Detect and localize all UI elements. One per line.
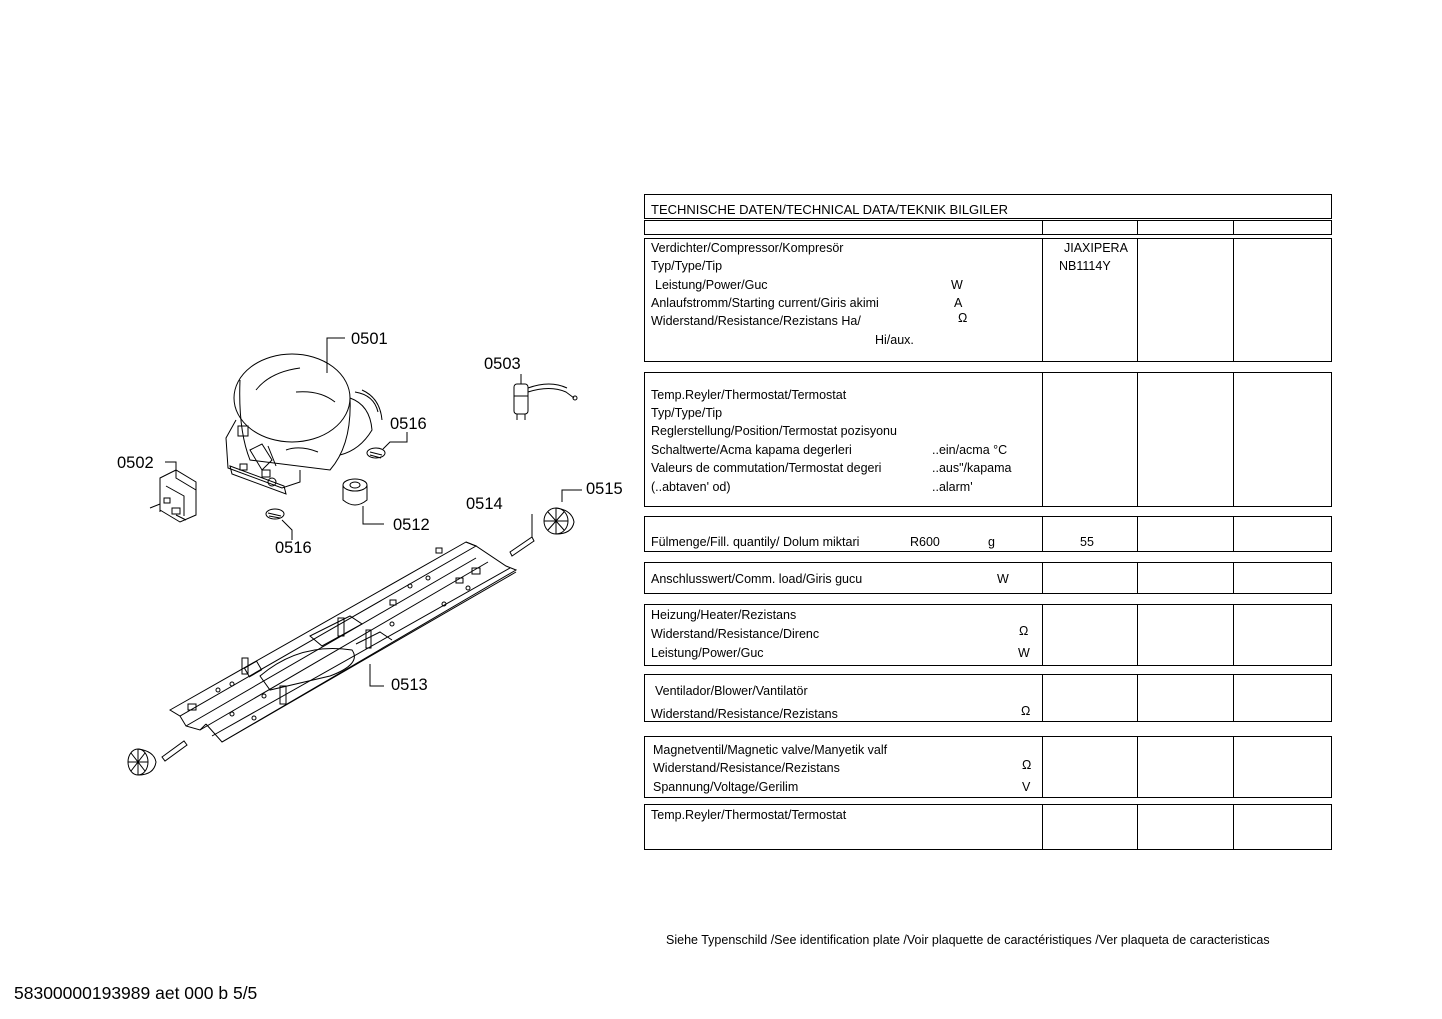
- foot-0512-drawing: [343, 479, 367, 505]
- compressor-power-label: Leistung/Power/Guc: [655, 278, 768, 292]
- blower-resistance-unit: Ω: [1021, 704, 1031, 718]
- thermostat-label: Temp.Reyler/Thermostat/Termostat: [651, 388, 847, 402]
- thermostat-2-label: Temp.Reyler/Thermostat/Termostat: [651, 808, 847, 822]
- part-label-0512: 0512: [393, 516, 430, 534]
- grommet-0516-a-drawing: [367, 448, 385, 458]
- valve-label: Magnetventil/Magnetic valve/Manyetik valf: [653, 743, 888, 757]
- grommet-0516-b-drawing: [266, 509, 284, 519]
- section-blower: [644, 674, 1332, 722]
- heater-resistance-unit: Ω: [1019, 624, 1029, 638]
- valve-voltage-unit: V: [1022, 780, 1031, 794]
- compressor-brand-value: JIAXIPERA: [1064, 241, 1128, 255]
- part-label-0513: 0513: [391, 676, 428, 694]
- heater-label: Heizung/Heater/Rezistans: [651, 608, 797, 622]
- compressor-current-label: Anlaufstromm/Starting current/Giris akimi: [651, 296, 879, 310]
- thermostat-switch-label: Schaltwerte/Acma kapama degerleri: [651, 443, 852, 457]
- connected-load-unit: W: [997, 572, 1009, 586]
- thermostat-defrost-label: (..abtaven' od): [651, 480, 731, 494]
- connected-load-label: Anschlusswert/Comm. load/Giris gucu: [651, 572, 863, 586]
- document-id: 58300000193989 aet 000 b 5/5: [14, 983, 258, 1003]
- heater-power-unit: W: [1018, 646, 1030, 660]
- table-title: TECHNISCHE DATEN/TECHNICAL DATA/TEKNIK BILGILER: [651, 202, 1009, 217]
- fill-quantity-value: 55: [1080, 535, 1094, 549]
- section-thermostat: [644, 372, 1332, 507]
- compressor-type-label: Typ/Type/Tip: [651, 259, 723, 273]
- compressor-resistance-unit: Ω: [958, 311, 968, 325]
- section-magnetic-valve: [644, 736, 1332, 798]
- refrigerant-type: R600: [910, 535, 940, 549]
- fill-quantity-unit: g: [988, 535, 995, 549]
- section-heater: [644, 604, 1332, 666]
- part-label-0515: 0515: [586, 480, 623, 498]
- heater-resistance-label: Widerstand/Resistance/Direnc: [651, 627, 820, 641]
- thermostat-values-label: Valeurs de commutation/Termostat degeri: [651, 461, 882, 475]
- compressor-aux-label: Hi/aux.: [875, 333, 914, 347]
- valve-resistance-unit: Ω: [1022, 758, 1032, 772]
- part-label-0501: 0501: [351, 330, 388, 348]
- compressor-type-value: NB1114Y: [1059, 259, 1111, 273]
- thermostat-on-suffix: ..ein/acma °C: [932, 443, 1008, 457]
- identification-plate-note: Siehe Typenschild /See identification plate /Voir plaquette de caractéristiques /Ver plaqueta de caracteristicas: [666, 933, 1270, 947]
- compressor-drawing: [226, 354, 382, 494]
- table-header-row: [644, 220, 1332, 235]
- section-connected-load: [644, 562, 1332, 594]
- part-label-0502: 0502: [117, 454, 154, 472]
- leader-0513: [370, 664, 384, 686]
- heater-power-label: Leistung/Power/Guc: [651, 646, 764, 660]
- table-title-box: [644, 194, 1332, 219]
- leader-0502: [165, 462, 176, 470]
- leader-0515: [562, 490, 582, 502]
- part-label-0516-a: 0516: [390, 415, 427, 433]
- blower-resistance-label: Widerstand/Resistance/Rezistans: [651, 707, 838, 721]
- leader-0516-a: [383, 432, 407, 449]
- section-thermostat-2: [644, 804, 1332, 850]
- pin-0514-drawing: [510, 537, 534, 556]
- part-label-0514: 0514: [466, 495, 503, 513]
- capacitor-drawing: [514, 384, 577, 420]
- pin-lower-drawing: [162, 741, 187, 761]
- thermostat-position-label: Reglerstellung/Position/Termostat pozisyonu: [651, 424, 897, 438]
- section-compressor: [644, 238, 1332, 362]
- blower-label: Ventilador/Blower/Vantilatör: [655, 684, 808, 698]
- base-rail-0513-drawing: [170, 539, 516, 742]
- part-label-0516-b: 0516: [275, 539, 312, 557]
- thermostat-off-suffix: ..aus"/kapama: [932, 461, 1012, 475]
- compressor-power-unit: W: [951, 278, 963, 292]
- part-label-0503: 0503: [484, 355, 521, 373]
- fill-quantity-label: Fülmenge/Fill. quantily/ Dolum miktari: [651, 535, 860, 549]
- relay-drawing: [150, 470, 196, 522]
- roller-0515-drawing: [544, 508, 574, 534]
- compressor-label: Verdichter/Compressor/Kompresör: [651, 241, 844, 255]
- valve-voltage-label: Spannung/Voltage/Gerilim: [653, 780, 799, 794]
- thermostat-type-label: Typ/Type/Tip: [651, 406, 723, 420]
- leader-0516-b: [282, 520, 292, 540]
- valve-resistance-label: Widerstand/Resistance/Rezistans: [653, 761, 840, 775]
- thermostat-alarm-suffix: ..alarm': [932, 480, 973, 494]
- roller-lower-drawing: [128, 749, 156, 775]
- section-fill-quantity: [644, 516, 1332, 552]
- compressor-resistance-label: Widerstand/Resistance/Rezistans Ha/: [651, 314, 861, 328]
- compressor-current-unit: A: [954, 296, 963, 310]
- leader-0512: [363, 506, 384, 524]
